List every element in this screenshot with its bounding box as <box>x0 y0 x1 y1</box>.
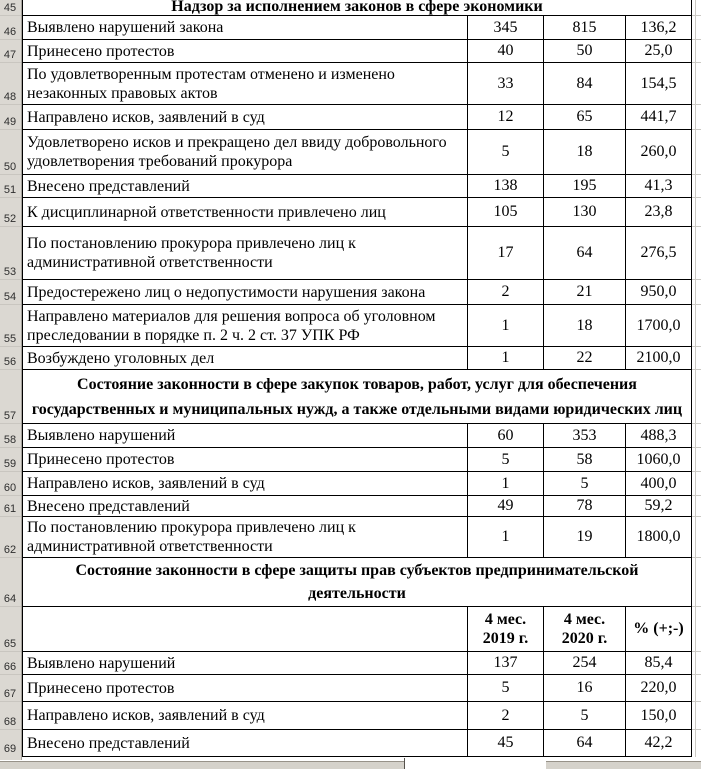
horizontal-gridline <box>692 62 701 63</box>
horizontal-gridline <box>692 651 701 652</box>
pct-cell[interactable]: 136,2 <box>640 18 677 36</box>
horizontal-gridline <box>692 174 701 175</box>
row-header-54[interactable]: 54 <box>3 291 17 303</box>
horizontal-gridline <box>692 516 701 517</box>
horizontal-gridline <box>692 197 701 198</box>
pct-cell[interactable]: 2100,0 <box>636 349 681 366</box>
row-header-59[interactable]: 59 <box>3 458 17 470</box>
table-row <box>23 652 691 675</box>
horizontal-gridline <box>692 15 701 16</box>
value-2020-cell[interactable]: 18 <box>544 130 626 174</box>
row-header-64[interactable]: 64 <box>3 593 17 605</box>
label-cell[interactable]: Возбуждено уголовных дел <box>23 347 468 369</box>
pct-cell[interactable]: 950,0 <box>640 283 677 300</box>
section2-title-row[interactable] <box>23 370 691 424</box>
section2-title: Состояние законности в сфере закупок товаров, работ, услуг для обеспечения государственных и муниципальных нужд, а также отдельными видами юридических лиц <box>31 375 683 418</box>
label-cell[interactable]: Направлено исков, заявлений в суд <box>23 105 468 129</box>
label-cell[interactable]: Удовлетворено исков и прекращено дел ввиду добровольного удовлетворения требований прокурора <box>23 130 468 174</box>
table-row <box>23 198 691 227</box>
table-row <box>23 227 691 280</box>
empty-header-cell[interactable] <box>23 607 468 651</box>
label-cell[interactable]: Выявлено нарушений <box>23 424 468 447</box>
value-2020-cell[interactable]: 58 <box>544 448 626 471</box>
value-2020-cell[interactable]: 18 <box>544 305 626 346</box>
value-2019-cell[interactable]: 33 <box>468 63 544 104</box>
section3-title-row[interactable] <box>23 558 691 607</box>
pct-cell[interactable]: 260,0 <box>640 143 677 160</box>
table-row <box>23 347 691 370</box>
row-number-gutter <box>0 0 22 760</box>
horizontal-gridline <box>692 471 701 472</box>
value-2019-cell[interactable]: 5 <box>468 448 544 471</box>
gutter-separator <box>0 62 21 63</box>
value-2020-cell[interactable]: 353 <box>544 424 626 447</box>
table-row <box>23 105 691 130</box>
pct-cell[interactable]: 42,2 <box>644 734 673 751</box>
value-2020-cell[interactable]: 64 <box>544 227 626 279</box>
value-2020-cell[interactable]: 16 <box>544 675 626 701</box>
gutter-separator <box>0 729 21 730</box>
value-2019-cell[interactable]: 1 <box>468 305 544 346</box>
col-header-2020-line1: 4 мес. <box>563 611 606 628</box>
gutter-separator <box>0 279 21 280</box>
row-header-51[interactable]: 51 <box>3 184 17 196</box>
horizontal-gridline <box>692 729 701 730</box>
value-2020-cell[interactable]: 5 <box>544 472 626 495</box>
value-2020-cell[interactable]: 5 <box>544 702 626 729</box>
gutter-separator <box>0 674 21 675</box>
label-cell[interactable]: Принесено протестов <box>23 675 468 701</box>
gutter-separator <box>0 226 21 227</box>
table-row <box>23 448 691 472</box>
row-header-67[interactable]: 67 <box>3 688 17 700</box>
table-row <box>23 305 691 347</box>
col-header-pct[interactable]: % (+;-) <box>633 620 684 637</box>
label-cell[interactable]: Предостережено лиц о недопустимости нарушения закона <box>23 280 468 304</box>
gutter-separator <box>0 606 21 607</box>
horizontal-gridline <box>692 447 701 448</box>
value-2019-cell[interactable]: 105 <box>468 198 544 226</box>
horizontal-gridline <box>692 304 701 305</box>
pct-cell[interactable]: 400,0 <box>640 474 677 492</box>
label-cell[interactable]: Выявлено нарушений <box>23 652 468 674</box>
table-row <box>23 472 691 496</box>
horizontal-gridline <box>692 129 701 130</box>
col-header-2019-line2: 2019 г. <box>482 630 529 647</box>
pct-cell[interactable]: 23,8 <box>644 203 673 220</box>
label-cell[interactable]: По удовлетворенным протестам отменено и изменено незаконных правовых актов <box>23 63 468 104</box>
gutter-separator <box>0 104 21 105</box>
label-cell[interactable]: Внесено представлений <box>23 496 468 516</box>
pct-cell[interactable]: 1700,0 <box>636 316 681 334</box>
value-2020-cell[interactable]: 21 <box>544 280 626 304</box>
pct-cell[interactable]: 25,0 <box>644 42 673 59</box>
value-2020-cell[interactable]: 195 <box>544 175 626 197</box>
pct-cell[interactable]: 220,0 <box>640 679 677 696</box>
row-header-57[interactable]: 57 <box>3 410 17 422</box>
table-row <box>23 675 691 702</box>
value-2020-cell[interactable]: 50 <box>544 40 626 62</box>
label-cell[interactable]: Внесено представлений <box>23 175 468 197</box>
row-header-58[interactable]: 58 <box>3 434 17 446</box>
pct-cell[interactable]: 1800,0 <box>636 528 681 545</box>
label-cell[interactable]: По постановлению прокурора привлечено лиц к административной ответственности <box>23 227 468 279</box>
value-2019-cell[interactable]: 40 <box>468 40 544 62</box>
table-row <box>23 130 691 175</box>
value-2020-cell[interactable]: 84 <box>544 63 626 104</box>
gutter-separator <box>0 495 21 496</box>
gutter-separator <box>0 423 21 424</box>
gutter-separator <box>0 471 21 472</box>
value-2019-cell[interactable]: 1 <box>468 472 544 495</box>
table-row <box>23 280 691 305</box>
bottom-partial-row-right <box>546 761 701 769</box>
label-cell[interactable]: Направлено исков, заявлений в суд <box>23 472 468 495</box>
table-row <box>23 175 691 198</box>
row-header-50[interactable]: 50 <box>3 161 17 173</box>
table-row <box>23 517 691 558</box>
row-header-53[interactable]: 53 <box>3 266 17 278</box>
row-header-66[interactable]: 66 <box>3 661 17 673</box>
bottom-partial-row-left <box>0 761 404 769</box>
pct-cell[interactable]: 154,5 <box>640 74 677 92</box>
horizontal-gridline <box>692 369 701 370</box>
gutter-separator <box>0 304 21 305</box>
value-2020-cell[interactable]: 64 <box>544 730 626 756</box>
value-2019-cell[interactable]: 17 <box>468 227 544 279</box>
label-cell[interactable]: К дисциплинарной ответственности привлечено лиц <box>23 198 468 226</box>
section1-title: Надзор за исполнением законов в сфере экономики <box>171 0 543 15</box>
value-2020-cell[interactable]: 254 <box>544 652 626 674</box>
bottom-cell-border <box>404 758 405 769</box>
gutter-separator <box>0 557 21 558</box>
section1-title-row[interactable] <box>23 0 691 16</box>
value-2019-cell[interactable]: 45 <box>468 730 544 756</box>
label-cell[interactable]: Принесено протестов <box>23 40 468 62</box>
label-cell[interactable]: Внесено представлений <box>23 730 468 756</box>
horizontal-gridline <box>692 423 701 424</box>
value-2019-cell[interactable]: 5 <box>468 130 544 174</box>
row-header-45[interactable]: 45 <box>3 2 17 14</box>
label-cell[interactable]: Направлено материалов для решения вопроса об уголовном преследовании в порядке п. 2 ч. 2 ст. 37 УПК РФ <box>23 305 468 346</box>
column-header-row <box>23 607 691 652</box>
value-2020-cell[interactable]: 815 <box>544 16 626 39</box>
horizontal-gridline <box>692 39 701 40</box>
row-header-52[interactable]: 52 <box>3 213 17 225</box>
pct-cell[interactable]: 1060,0 <box>636 450 681 468</box>
pct-cell[interactable]: 441,7 <box>640 108 677 125</box>
gutter-separator <box>0 701 21 702</box>
label-cell[interactable]: По постановлению прокурора привлечено лиц к административной ответственности <box>23 517 468 557</box>
gutter-separator <box>0 447 21 448</box>
gutter-separator <box>0 516 21 517</box>
value-2019-cell[interactable]: 12 <box>468 105 544 129</box>
pct-cell[interactable]: 150,0 <box>640 706 677 724</box>
gutter-separator <box>0 174 21 175</box>
table-row <box>23 63 691 105</box>
horizontal-gridline <box>692 226 701 227</box>
table-row <box>23 730 691 757</box>
gutter-separator <box>0 651 21 652</box>
row-header-46[interactable]: 46 <box>3 26 17 38</box>
row-header-49[interactable]: 49 <box>3 116 17 128</box>
gutter-separator <box>0 369 21 370</box>
gutter-separator <box>0 346 21 347</box>
row-header-60[interactable]: 60 <box>3 482 17 494</box>
table-row <box>23 702 691 730</box>
value-2019-cell[interactable]: 60 <box>468 424 544 447</box>
gutter-separator <box>0 129 21 130</box>
value-2019-cell[interactable]: 2 <box>468 702 544 729</box>
row-header-65[interactable]: 65 <box>3 638 17 650</box>
table-row <box>23 424 691 448</box>
pct-cell[interactable]: 488,3 <box>640 426 677 444</box>
horizontal-gridline <box>692 557 701 558</box>
horizontal-gridline <box>692 495 701 496</box>
row-header-55[interactable]: 55 <box>3 333 17 345</box>
col-header-2020-line2: 2020 г. <box>561 630 608 647</box>
label-cell[interactable]: Направлено исков, заявлений в суд <box>23 702 468 729</box>
table-row <box>23 496 691 517</box>
horizontal-gridline <box>692 701 701 702</box>
col-header-2019[interactable] <box>468 607 544 651</box>
section3-title: Состояние законности в сфере защиты прав субъектов предпринимательской деятельности <box>75 562 639 602</box>
pct-cell[interactable]: 276,5 <box>640 244 677 261</box>
gutter-separator <box>0 15 21 16</box>
horizontal-gridline <box>692 674 701 675</box>
value-2019-cell[interactable]: 1 <box>468 517 544 557</box>
horizontal-gridline <box>692 104 701 105</box>
row-header-62[interactable]: 62 <box>3 544 17 556</box>
row-header-69[interactable]: 69 <box>3 743 17 755</box>
horizontal-gridline <box>692 606 701 607</box>
row-header-47[interactable]: 47 <box>3 49 17 61</box>
value-2020-cell[interactable]: 78 <box>544 496 626 516</box>
label-cell[interactable]: Принесено протестов <box>23 448 468 471</box>
horizontal-gridline <box>692 346 701 347</box>
row-header-68[interactable]: 68 <box>3 716 17 728</box>
vertical-gridline <box>695 0 696 757</box>
table-row <box>23 16 691 40</box>
gutter-separator <box>0 39 21 40</box>
pct-cell[interactable]: 41,3 <box>644 177 673 194</box>
value-2019-cell[interactable]: 5 <box>468 675 544 701</box>
value-2020-cell[interactable]: 65 <box>544 105 626 129</box>
value-2020-cell[interactable]: 130 <box>544 198 626 226</box>
pct-cell[interactable]: 59,2 <box>644 497 673 514</box>
col-header-2020[interactable] <box>544 607 626 651</box>
pct-cell[interactable]: 85,4 <box>644 654 673 671</box>
gutter-separator <box>0 197 21 198</box>
value-2019-cell[interactable]: 1 <box>468 347 544 369</box>
row-header-56[interactable]: 56 <box>3 356 17 368</box>
value-2020-cell[interactable]: 19 <box>544 517 626 557</box>
row-header-48[interactable]: 48 <box>3 91 17 103</box>
horizontal-gridline <box>692 279 701 280</box>
report-table <box>22 0 692 757</box>
value-2019-cell[interactable]: 345 <box>468 16 544 39</box>
row-header-61[interactable]: 61 <box>3 503 17 515</box>
value-2019-cell[interactable]: 138 <box>468 175 544 197</box>
value-2019-cell[interactable]: 137 <box>468 652 544 674</box>
value-2020-cell[interactable]: 22 <box>544 347 626 369</box>
value-2019-cell[interactable]: 49 <box>468 496 544 516</box>
col-header-2019-line1: 4 мес. <box>484 611 527 628</box>
value-2019-cell[interactable]: 2 <box>468 280 544 304</box>
table-row <box>23 40 691 63</box>
label-cell[interactable]: Выявлено нарушений закона <box>23 16 468 39</box>
